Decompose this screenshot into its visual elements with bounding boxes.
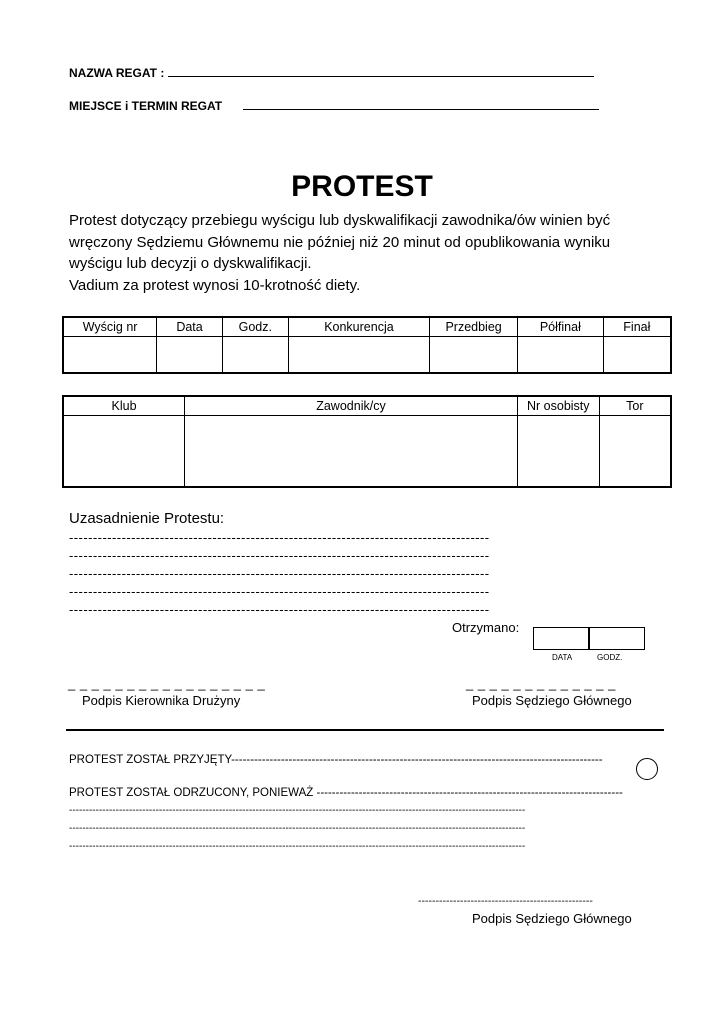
personal-no-cell[interactable] [517,416,599,487]
race-no-cell[interactable] [63,337,157,373]
regatta-name-field[interactable] [168,64,594,77]
intro-line-3: wyścigu lub decyzji o dyskwalifikacji. [69,255,312,272]
race-table-header [63,317,671,337]
race-header-semifinal: Półfinał [518,317,604,337]
race-header-event: Konkurencja [288,317,430,337]
final-signature-label: Podpis Sędziego Głównego [472,911,632,926]
intro-line-1: Protest dotyczący przebiegu wyścigu lub dyskwalifikacji zawodnika/ów winien być [69,212,611,229]
page-title: PROTEST [291,170,433,203]
received-date-label: DATA [552,653,573,662]
justification-line-3[interactable]: ---------------------------------------------------------------------------------------- [69,566,490,581]
justification-line-4[interactable]: ---------------------------------------------------------------------------------------- [69,584,490,599]
race-header-final: Finał [603,317,671,337]
team-leader-signature-line[interactable]: _ _ _ _ _ _ _ _ _ _ _ _ _ _ _ _ _ [68,676,266,691]
time-cell[interactable] [222,337,288,373]
received-time-label: GODZ. [597,653,623,662]
club-table-header [63,396,671,416]
club-header-club: Klub [63,396,185,416]
race-header-date: Data [157,317,223,337]
intro-text [69,210,610,296]
justification-label: Uzasadnienie Protestu: [69,510,225,527]
protest-accepted-line [69,754,603,766]
date-cell[interactable] [157,337,223,373]
race-header-heat: Przedbieg [430,317,518,337]
rejection-reason-line-1[interactable]: ----------------------------------------------------------------------------------------------------------------------------------------- [69,805,526,816]
race-header-race-no: Wyścig nr [63,317,157,337]
club-table-row [63,416,671,487]
club-header-competitors: Zawodnik/cy [185,396,518,416]
semifinal-cell[interactable] [518,337,604,373]
protest-rejected-text: PROTEST ZOSTAŁ ODRZUCONY, PONIEWAŻ -------------------------------------------------------------------------------- [69,787,623,799]
protest-accepted-text: PROTEST ZOSTAŁ PRZYJĘTY------------------------------------------------------------------------------------------------- [69,754,603,766]
club-header-lane: Tor [599,396,671,416]
race-header-time: Godz. [222,317,288,337]
received-time-box[interactable] [588,627,645,650]
regatta-place-field[interactable] [243,97,599,110]
justification-line-2[interactable]: ---------------------------------------------------------------------------------------- [69,548,490,563]
club-table [62,395,672,488]
club-header-personal-no: Nr osobisty [517,396,599,416]
regatta-name-row [69,64,594,80]
race-table [62,316,672,374]
intro-line-4: Vadium za protest wynosi 10-krotność diety. [69,276,361,294]
regatta-place-row [69,97,599,113]
lane-cell[interactable] [599,416,671,487]
justification-line-1[interactable]: ---------------------------------------------------------------------------------------- [69,530,490,545]
rejection-reason-line-3[interactable]: ----------------------------------------------------------------------------------------------------------------------------------------- [69,841,526,852]
final-signature-line[interactable]: -------------------------------------------------- [418,895,593,907]
final-cell[interactable] [603,337,671,373]
chief-judge-signature-label: Podpis Sędziego Głównego [472,693,632,708]
section-divider [66,729,664,731]
received-date-box[interactable] [533,627,590,650]
chief-judge-signature-line[interactable]: _ _ _ _ _ _ _ _ _ _ _ _ _ [466,676,616,691]
justification-line-5[interactable]: ---------------------------------------------------------------------------------------- [69,602,490,617]
rejection-reason-line-2[interactable]: ----------------------------------------------------------------------------------------------------------------------------------------- [69,823,526,834]
intro-line-2: wręczony Sędziemu Głównemu nie później niż 20 minut od opublikowania wyniku [69,233,611,251]
competitors-cell[interactable] [185,416,518,487]
club-cell[interactable] [63,416,185,487]
team-leader-signature-label: Podpis Kierownika Drużyny [82,693,241,708]
regatta-place-label: MIEJSCE i TERMIN REGAT [69,99,223,113]
received-label: Otrzymano: [452,620,520,635]
accepted-circle-checkbox[interactable] [636,758,658,780]
regatta-name-label: NAZWA REGAT : [69,66,165,80]
heat-cell[interactable] [430,337,518,373]
race-table-row [63,337,671,373]
event-cell[interactable] [288,337,430,373]
